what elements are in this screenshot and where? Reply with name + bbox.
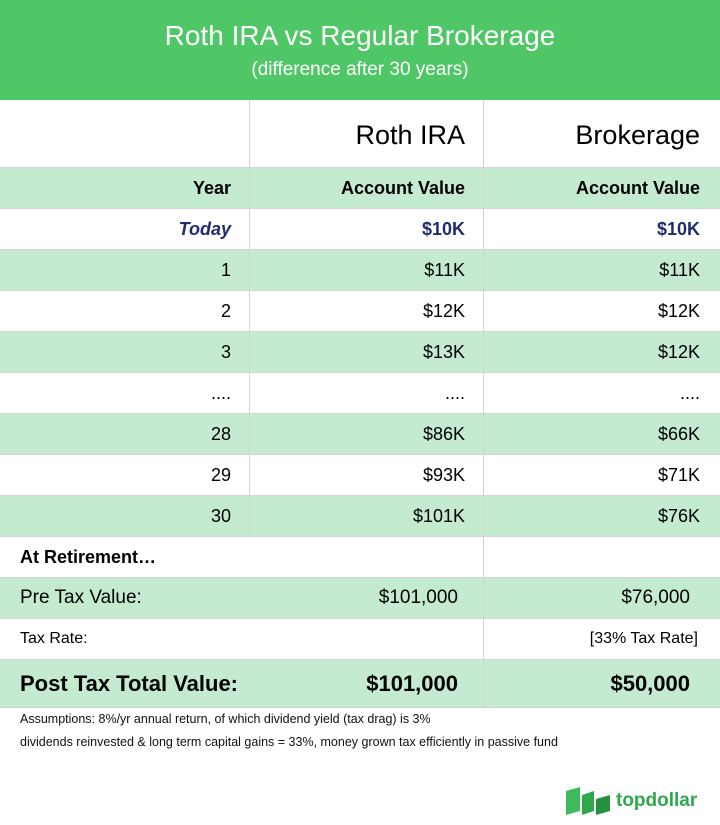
roth-value-cell: $12K [250, 291, 484, 331]
at-retirement-label: At Retirement… [0, 537, 484, 577]
brokerage-value-cell: $11K [659, 259, 700, 280]
table-row [0, 414, 720, 455]
page-title: Roth IRA vs Regular Brokerage [164, 20, 556, 51]
year-cell: 2 [0, 291, 250, 331]
tax-rate-label: Tax Rate: [0, 619, 484, 659]
tax-rate-brokerage-value: [33% Tax Rate] [589, 630, 698, 647]
year-header: Year [0, 168, 250, 208]
brand-name: topdollar [616, 790, 698, 811]
table-row [0, 332, 720, 373]
post-tax-roth-value: $101,000 [366, 670, 458, 696]
year-cell: Today [0, 209, 250, 249]
post-tax-label: Post Tax Total Value: [0, 660, 484, 707]
pre-tax-row [0, 578, 720, 619]
assumptions-line-2: dividends reinvested & long term capital gains = 33%, money grown tax efficiently in passive fund [20, 735, 558, 749]
post-tax-row [0, 660, 720, 708]
year-cell: 1 [0, 250, 250, 290]
roth-value-header: Account Value [250, 168, 484, 208]
brokerage-value-header: Account Value [575, 177, 700, 198]
brokerage-value-cell: $66K [657, 423, 700, 444]
roth-value-cell: $101K [250, 496, 484, 536]
brand-logo [566, 786, 697, 816]
roth-value-cell: $11K [250, 250, 484, 290]
pre-tax-label: Pre Tax Value: [0, 578, 484, 618]
table-row [0, 209, 720, 250]
pre-tax-brokerage-value: $76,000 [621, 587, 690, 608]
roth-value-cell: .... [250, 373, 484, 413]
table-row [0, 455, 720, 496]
pre-tax-roth-value: $101,000 [378, 587, 458, 608]
comparison-table [0, 100, 720, 708]
year-cell: 28 [0, 414, 250, 454]
year-cell: 3 [0, 332, 250, 372]
roth-value-cell: $10K [250, 209, 484, 249]
page-subtitle: (difference after 30 years) [251, 59, 469, 80]
assumptions-note [20, 708, 710, 754]
roth-value-cell: $13K [250, 332, 484, 372]
retirement-heading-row [0, 537, 720, 578]
table-title-row [0, 100, 720, 168]
year-cell: 29 [0, 455, 250, 495]
post-tax-brokerage-value: $50,000 [610, 670, 690, 696]
roth-column-title: Roth IRA [250, 100, 484, 167]
year-cell: 30 [0, 496, 250, 536]
table-row [0, 250, 720, 291]
roth-value-cell: $93K [250, 455, 484, 495]
table-row [0, 373, 720, 414]
table-row [0, 291, 720, 332]
assumptions-line-1: Assumptions: 8%/yr annual return, of which dividend yield (tax drag) is 3% [20, 712, 431, 726]
header-banner [0, 0, 720, 100]
column-header-row [0, 168, 720, 209]
year-cell: .... [0, 373, 250, 413]
brokerage-value-cell: $12K [657, 341, 700, 362]
blank-header-cell [0, 100, 250, 167]
brokerage-value-cell: $12K [657, 300, 700, 321]
roth-value-cell: $86K [250, 414, 484, 454]
brokerage-value-cell: $76K [657, 505, 700, 526]
table-row [0, 496, 720, 537]
tax-rate-row [0, 619, 720, 660]
brokerage-value-cell: $10K [656, 218, 700, 239]
brokerage-column-title: Brokerage [575, 120, 700, 150]
brokerage-value-cell: .... [679, 382, 700, 403]
brokerage-value-cell: $71K [657, 464, 700, 485]
topdollar-logo-icon [566, 787, 610, 815]
